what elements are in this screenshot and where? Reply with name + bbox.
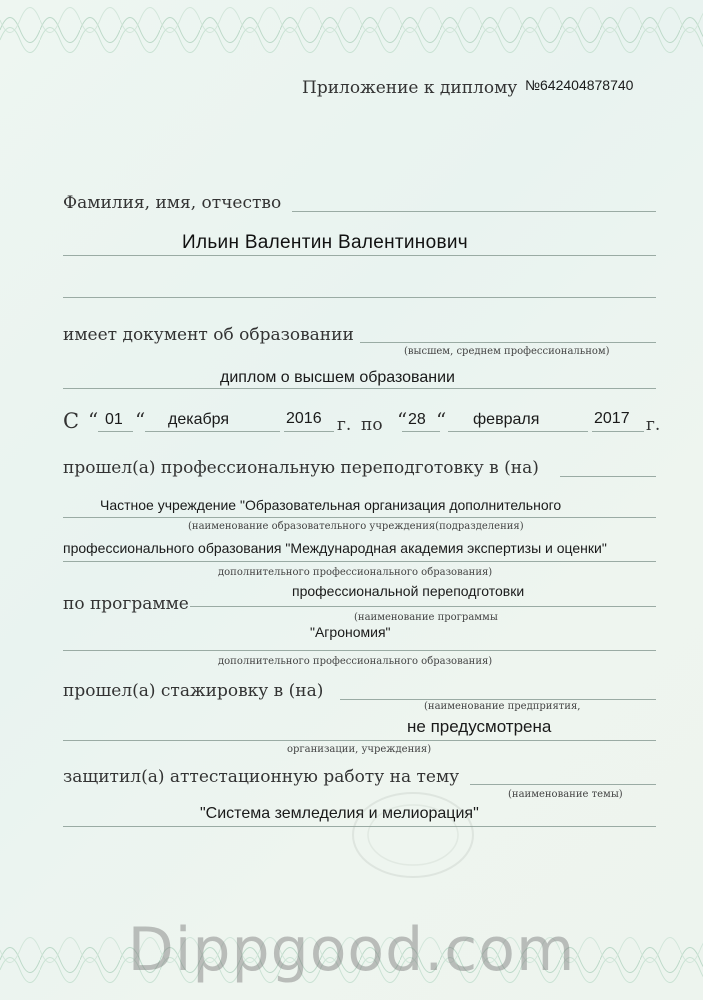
internship-value: не предусмотрена [407,717,552,736]
faint-seal [348,790,478,880]
to-open-quote: “ [397,408,408,432]
program-value2: "Агрономия" [310,624,391,640]
program-hint1: (наименование программы [354,612,498,623]
retraining-org-line2-underline [63,561,656,562]
diploma-number: №642404878740 [525,77,634,93]
internship-underline [340,699,656,700]
education-label: имеет документ об образовании [63,325,354,345]
to-year-suffix: г. [646,415,661,435]
thesis-value: "Система земледелия и мелиорация" [200,805,479,822]
education-hint: (высшем, среднем профессиональном) [404,346,610,357]
program-hint2: дополнительного профессионального образования) [218,656,493,667]
fio-underline [292,211,656,212]
fio-value: Ильин Валентин Валентинович [182,232,468,253]
to-year-underline [592,431,644,432]
to-month: февраля [473,411,540,428]
to-year: 2017 [594,410,630,427]
program-label: по программе [63,594,189,614]
from-close-quote: “ [135,408,146,432]
education-underline [360,342,656,343]
from-month: декабря [168,411,230,428]
from-day: 01 [105,411,123,428]
period-from-prefix: С [63,409,80,433]
education-value: диплом о высшем образовании [220,369,455,386]
thesis-underline [470,784,656,785]
watermark-text: Dippgood.com [127,915,576,985]
guilloche-top-border [0,0,703,60]
program-underline1 [190,606,656,607]
from-year-suffix: г. [337,415,352,435]
to-day-underline [402,431,440,432]
retraining-org-line1: Частное учреждение "Образовательная организация дополнительного [100,497,562,513]
retraining-underline [560,476,656,477]
to-month-underline [448,431,588,432]
period-to-prefix: по [361,415,383,435]
from-year: 2016 [286,410,322,427]
from-year-underline [284,431,334,432]
fio-value-underline [63,255,656,256]
from-day-underline [98,431,133,432]
appendix-label: Приложение к диплому [302,78,518,98]
retraining-label: прошел(а) профессиональную переподготовку в (на) [63,458,539,478]
from-month-underline [145,431,280,432]
to-day: 28 [408,411,426,428]
fio-label: Фамилия, имя, отчество [63,193,282,213]
internship-label: прошел(а) стажировку в (на) [63,681,324,701]
education-value-underline [63,388,656,389]
from-open-quote: “ [88,408,99,432]
to-close-quote: “ [436,408,447,432]
internship-hint1: (наименование предприятия, [424,701,581,712]
thesis-label: защитил(а) аттестационную работу на тему [63,767,460,787]
retraining-hint1: (наименование образовательного учреждения(подразделения) [188,521,524,532]
internship-value-underline [63,740,656,741]
retraining-org-line1-underline [63,517,656,518]
fio-extra-underline [63,297,656,298]
retraining-hint2: дополнительного профессионального образования) [218,567,493,578]
program-underline2 [63,650,656,651]
thesis-hint: (наименование темы) [508,789,623,800]
retraining-org-line2: профессионального образования "Международная академия экспертизы и оценки" [63,540,607,556]
program-value1: профессиональной переподготовки [292,583,525,599]
internship-hint2: организации, учреждения) [287,744,432,755]
